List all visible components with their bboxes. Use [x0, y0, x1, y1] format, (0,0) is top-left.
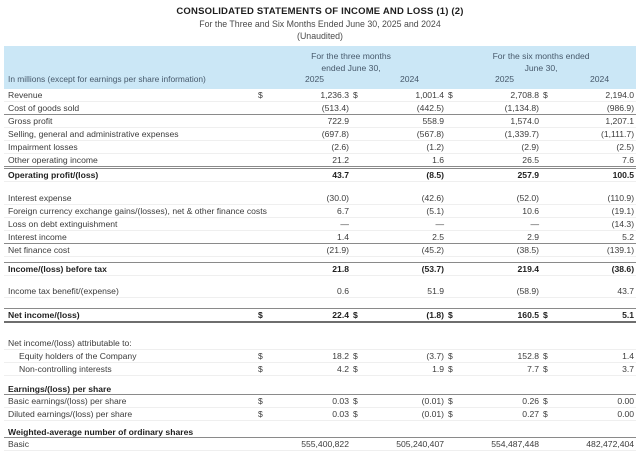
cell-value: 7.6	[563, 154, 636, 168]
currency-symbol: $	[446, 350, 468, 363]
currency-symbol: $	[351, 363, 373, 376]
currency-symbol: $	[351, 408, 373, 421]
cell-value: 100.5	[563, 168, 636, 182]
cell-value: 10.6	[468, 205, 541, 218]
period-line1: For the six months ended	[492, 51, 590, 61]
cell-value: 43.7	[563, 285, 636, 298]
cell-value: 0.00	[563, 395, 636, 408]
cell-value: 257.9	[468, 168, 541, 182]
cell-value: 5.2	[563, 231, 636, 244]
table-row	[4, 350, 636, 363]
period-line2: ended June 30,	[321, 63, 381, 74]
cell-value: 152.8	[468, 350, 541, 363]
table-row	[4, 263, 636, 276]
cell-value: 555,400,822	[278, 438, 351, 451]
cell-value: (42.6)	[373, 192, 446, 205]
cell-value	[278, 384, 351, 395]
empty-cell	[541, 337, 563, 350]
cell-value	[468, 337, 541, 350]
cell-value: 6.7	[278, 205, 351, 218]
year-header-row	[4, 74, 636, 89]
empty-cell	[256, 128, 278, 141]
cell-value: 2,708.8	[468, 89, 541, 102]
table-row	[4, 408, 636, 421]
row-label: Basic earnings/(loss) per share	[4, 395, 256, 408]
period-header-six-months	[446, 46, 636, 74]
row-label: Interest expense	[4, 192, 256, 205]
empty-cell	[541, 192, 563, 205]
empty-cell	[351, 218, 373, 231]
period-header-row	[4, 46, 636, 74]
table-row	[4, 363, 636, 376]
table-header-band	[4, 46, 636, 89]
cell-value: 5.1	[563, 309, 636, 323]
cell-value: 722.9	[278, 115, 351, 128]
empty-cell	[541, 244, 563, 257]
empty-cell	[256, 115, 278, 128]
cell-value: 26.5	[468, 154, 541, 168]
year-header-6m-2024: 2024	[563, 74, 636, 89]
empty-cell	[446, 285, 468, 298]
cell-value: 1.4	[563, 350, 636, 363]
empty-cell	[256, 141, 278, 154]
cell-value: 1,236.3	[278, 89, 351, 102]
spacer-row	[4, 276, 636, 286]
table-row	[4, 427, 636, 438]
table-row	[4, 205, 636, 218]
currency-symbol: $	[541, 408, 563, 421]
cell-value: 22.4	[278, 309, 351, 323]
empty-cell	[256, 168, 278, 182]
empty-cell	[351, 285, 373, 298]
spacer-row	[4, 322, 636, 337]
spacer-cell	[4, 276, 636, 286]
row-label: Gross profit	[4, 115, 256, 128]
table-row	[4, 231, 636, 244]
cell-value: (53.7)	[373, 263, 446, 276]
cell-value: (38.5)	[468, 244, 541, 257]
empty-cell	[351, 115, 373, 128]
cell-value: 21.2	[278, 154, 351, 168]
currency-symbol: $	[351, 350, 373, 363]
empty-cell	[351, 427, 373, 438]
cell-value	[373, 427, 446, 438]
empty-cell	[446, 263, 468, 276]
empty-cell	[446, 205, 468, 218]
empty-cell	[351, 231, 373, 244]
row-label: Operating profit/(loss)	[4, 168, 256, 182]
cell-value: —	[278, 218, 351, 231]
empty-cell	[541, 205, 563, 218]
empty-cell	[446, 128, 468, 141]
cell-value: 160.5	[468, 309, 541, 323]
table-row	[4, 192, 636, 205]
row-label: Diluted earnings/(loss) per share	[4, 408, 256, 421]
cell-value: (21.9)	[278, 244, 351, 257]
empty-cell	[446, 141, 468, 154]
spacer-row	[4, 298, 636, 309]
spacer-cell	[4, 182, 636, 193]
cell-value: (8.5)	[373, 168, 446, 182]
currency-symbol: $	[256, 309, 278, 323]
row-label: Basic	[4, 438, 256, 451]
currency-symbol: $	[256, 363, 278, 376]
cell-value	[278, 427, 351, 438]
empty-cell	[446, 218, 468, 231]
cell-value: (1,134.8)	[468, 102, 541, 115]
cell-value: 2,194.0	[563, 89, 636, 102]
cell-value: (2.6)	[278, 141, 351, 154]
spacer-cell	[4, 376, 636, 385]
empty-cell	[446, 337, 468, 350]
empty-cell	[541, 384, 563, 395]
cell-value: 21.8	[278, 263, 351, 276]
empty-cell	[446, 154, 468, 168]
cell-value: (986.9)	[563, 102, 636, 115]
empty-cell	[446, 427, 468, 438]
empty-cell	[446, 102, 468, 115]
header-spacer-cell	[351, 74, 373, 89]
empty-cell	[541, 168, 563, 182]
empty-cell	[446, 192, 468, 205]
cell-value: (1.2)	[373, 141, 446, 154]
empty-cell	[256, 218, 278, 231]
table-row	[4, 168, 636, 182]
empty-cell	[446, 384, 468, 395]
currency-symbol: $	[541, 350, 563, 363]
empty-cell	[256, 192, 278, 205]
cell-value	[563, 427, 636, 438]
cell-value: 0.27	[468, 408, 541, 421]
empty-cell	[351, 438, 373, 451]
year-header-3m-2024: 2024	[373, 74, 446, 89]
table-row	[4, 337, 636, 350]
header-spacer-cell	[4, 46, 256, 74]
cell-value	[563, 384, 636, 395]
cell-value: (52.0)	[468, 192, 541, 205]
empty-cell	[541, 218, 563, 231]
cell-value: 7.7	[468, 363, 541, 376]
cell-value: (3.7)	[373, 350, 446, 363]
cell-value: (513.4)	[278, 102, 351, 115]
table-row	[4, 384, 636, 395]
title-block	[4, 6, 636, 41]
empty-cell	[256, 384, 278, 395]
empty-cell	[541, 263, 563, 276]
empty-cell	[541, 154, 563, 168]
table-row	[4, 102, 636, 115]
currency-symbol: $	[446, 309, 468, 323]
empty-cell	[351, 168, 373, 182]
income-statement-table	[4, 46, 636, 451]
year-header-3m-2025: 2025	[278, 74, 351, 89]
table-row	[4, 154, 636, 168]
cell-value: 4.2	[278, 363, 351, 376]
cell-value: 1.6	[373, 154, 446, 168]
cell-value: 0.03	[278, 395, 351, 408]
row-label: Revenue	[4, 89, 256, 102]
table-row	[4, 244, 636, 257]
spacer-cell	[4, 298, 636, 309]
cell-value: 18.2	[278, 350, 351, 363]
row-label: Other operating income	[4, 154, 256, 168]
empty-cell	[541, 427, 563, 438]
empty-cell	[256, 154, 278, 168]
row-label: Impairment losses	[4, 141, 256, 154]
doc-subtitle: For the Three and Six Months Ended June 30, 2025 and 2024	[199, 19, 441, 29]
empty-cell	[446, 438, 468, 451]
currency-symbol: $	[446, 89, 468, 102]
currency-symbol: $	[541, 309, 563, 323]
empty-cell	[256, 438, 278, 451]
cell-value: (1,111.7)	[563, 128, 636, 141]
currency-symbol: $	[256, 89, 278, 102]
empty-cell	[446, 244, 468, 257]
cell-value: (30.0)	[278, 192, 351, 205]
currency-symbol: $	[446, 395, 468, 408]
currency-symbol: $	[256, 395, 278, 408]
row-label: Weighted-average number of ordinary shares	[4, 427, 256, 438]
empty-cell	[351, 192, 373, 205]
cell-value: 558.9	[373, 115, 446, 128]
cell-value: 2.9	[468, 231, 541, 244]
cell-value: 1,574.0	[468, 115, 541, 128]
empty-cell	[256, 427, 278, 438]
cell-value	[278, 337, 351, 350]
table-body	[4, 89, 636, 451]
row-label: Income tax benefit/(expense)	[4, 285, 256, 298]
currency-symbol: $	[446, 363, 468, 376]
currency-symbol: $	[351, 395, 373, 408]
currency-symbol: $	[256, 408, 278, 421]
empty-cell	[351, 154, 373, 168]
currency-symbol: $	[351, 89, 373, 102]
table-row	[4, 395, 636, 408]
row-label: Net finance cost	[4, 244, 256, 257]
table-row	[4, 285, 636, 298]
cell-value: (110.9)	[563, 192, 636, 205]
row-label: Net income/(loss)	[4, 309, 256, 323]
empty-cell	[541, 285, 563, 298]
cell-value: 1.9	[373, 363, 446, 376]
empty-cell	[351, 384, 373, 395]
empty-cell	[541, 102, 563, 115]
cell-value: 554,487,448	[468, 438, 541, 451]
empty-cell	[351, 244, 373, 257]
table-row	[4, 309, 636, 323]
row-label: Foreign currency exchange gains/(losses), net & other finance costs	[4, 205, 256, 218]
header-spacer-cell	[256, 74, 278, 89]
cell-value: (1.8)	[373, 309, 446, 323]
cell-value: —	[468, 218, 541, 231]
empty-cell	[351, 337, 373, 350]
currency-symbol: $	[541, 89, 563, 102]
table-row	[4, 115, 636, 128]
cell-value: (58.9)	[468, 285, 541, 298]
spacer-row	[4, 376, 636, 385]
header-spacer-cell	[541, 74, 563, 89]
empty-cell	[446, 115, 468, 128]
doc-unaudited-label: (Unaudited)	[297, 31, 343, 41]
cell-value: 505,240,407	[373, 438, 446, 451]
cell-value: 0.03	[278, 408, 351, 421]
empty-cell	[541, 128, 563, 141]
row-label: Earnings/(loss) per share	[4, 384, 256, 395]
row-label: Interest income	[4, 231, 256, 244]
cell-value: 0.6	[278, 285, 351, 298]
spacer-cell	[4, 322, 636, 337]
currency-symbol: $	[446, 408, 468, 421]
cell-value: 482,472,404	[563, 438, 636, 451]
row-label: Non-controlling interests	[4, 363, 256, 376]
cell-value: (19.1)	[563, 205, 636, 218]
cell-value: —	[373, 218, 446, 231]
empty-cell	[256, 337, 278, 350]
empty-cell	[541, 438, 563, 451]
cell-value	[373, 337, 446, 350]
empty-cell	[351, 102, 373, 115]
table-row	[4, 89, 636, 102]
empty-cell	[256, 263, 278, 276]
year-header-6m-2025: 2025	[468, 74, 541, 89]
row-label: Equity holders of the Company	[4, 350, 256, 363]
row-label: Income/(loss) before tax	[4, 263, 256, 276]
empty-cell	[256, 102, 278, 115]
period-line1: For the three months	[311, 51, 391, 61]
period-header-three-months	[256, 46, 446, 74]
cell-value	[373, 384, 446, 395]
cell-value	[468, 427, 541, 438]
empty-cell	[256, 244, 278, 257]
currency-symbol: $	[256, 350, 278, 363]
cell-value	[563, 337, 636, 350]
cell-value: (139.1)	[563, 244, 636, 257]
cell-value: (0.01)	[373, 408, 446, 421]
row-label: Net income/(loss) attributable to:	[4, 337, 256, 350]
row-label: Selling, general and administrative expenses	[4, 128, 256, 141]
units-note: In millions (except for earnings per share information)	[4, 74, 256, 89]
cell-value: (697.8)	[278, 128, 351, 141]
cell-value: 1,001.4	[373, 89, 446, 102]
table-row	[4, 141, 636, 154]
empty-cell	[256, 231, 278, 244]
cell-value: (2.9)	[468, 141, 541, 154]
cell-value: (442.5)	[373, 102, 446, 115]
empty-cell	[351, 205, 373, 218]
header-spacer-cell	[446, 74, 468, 89]
empty-cell	[541, 115, 563, 128]
table-row	[4, 128, 636, 141]
row-label: Cost of goods sold	[4, 102, 256, 115]
cell-value: 51.9	[373, 285, 446, 298]
cell-value: (14.3)	[563, 218, 636, 231]
cell-value: 43.7	[278, 168, 351, 182]
empty-cell	[256, 285, 278, 298]
cell-value: 0.26	[468, 395, 541, 408]
cell-value: 3.7	[563, 363, 636, 376]
empty-cell	[446, 168, 468, 182]
empty-cell	[351, 128, 373, 141]
currency-symbol: $	[351, 309, 373, 323]
currency-symbol: $	[541, 363, 563, 376]
cell-value: 219.4	[468, 263, 541, 276]
spacer-row	[4, 182, 636, 193]
empty-cell	[541, 231, 563, 244]
empty-cell	[446, 231, 468, 244]
cell-value	[468, 384, 541, 395]
empty-cell	[351, 141, 373, 154]
period-line2: June 30,	[524, 63, 558, 74]
cell-value: (38.6)	[563, 263, 636, 276]
cell-value: (2.5)	[563, 141, 636, 154]
doc-title: CONSOLIDATED STATEMENTS OF INCOME AND LOSS (1) (2)	[176, 6, 464, 17]
table-row	[4, 218, 636, 231]
cell-value: 1,207.1	[563, 115, 636, 128]
table-row	[4, 438, 636, 451]
cell-value: (0.01)	[373, 395, 446, 408]
cell-value: (5.1)	[373, 205, 446, 218]
cell-value: (45.2)	[373, 244, 446, 257]
cell-value: 1.4	[278, 231, 351, 244]
cell-value: 2.5	[373, 231, 446, 244]
empty-cell	[541, 141, 563, 154]
cell-value: 0.00	[563, 408, 636, 421]
currency-symbol: $	[541, 395, 563, 408]
cell-value: (567.8)	[373, 128, 446, 141]
row-label: Loss on debt extinguishment	[4, 218, 256, 231]
cell-value: (1,339.7)	[468, 128, 541, 141]
empty-cell	[351, 263, 373, 276]
